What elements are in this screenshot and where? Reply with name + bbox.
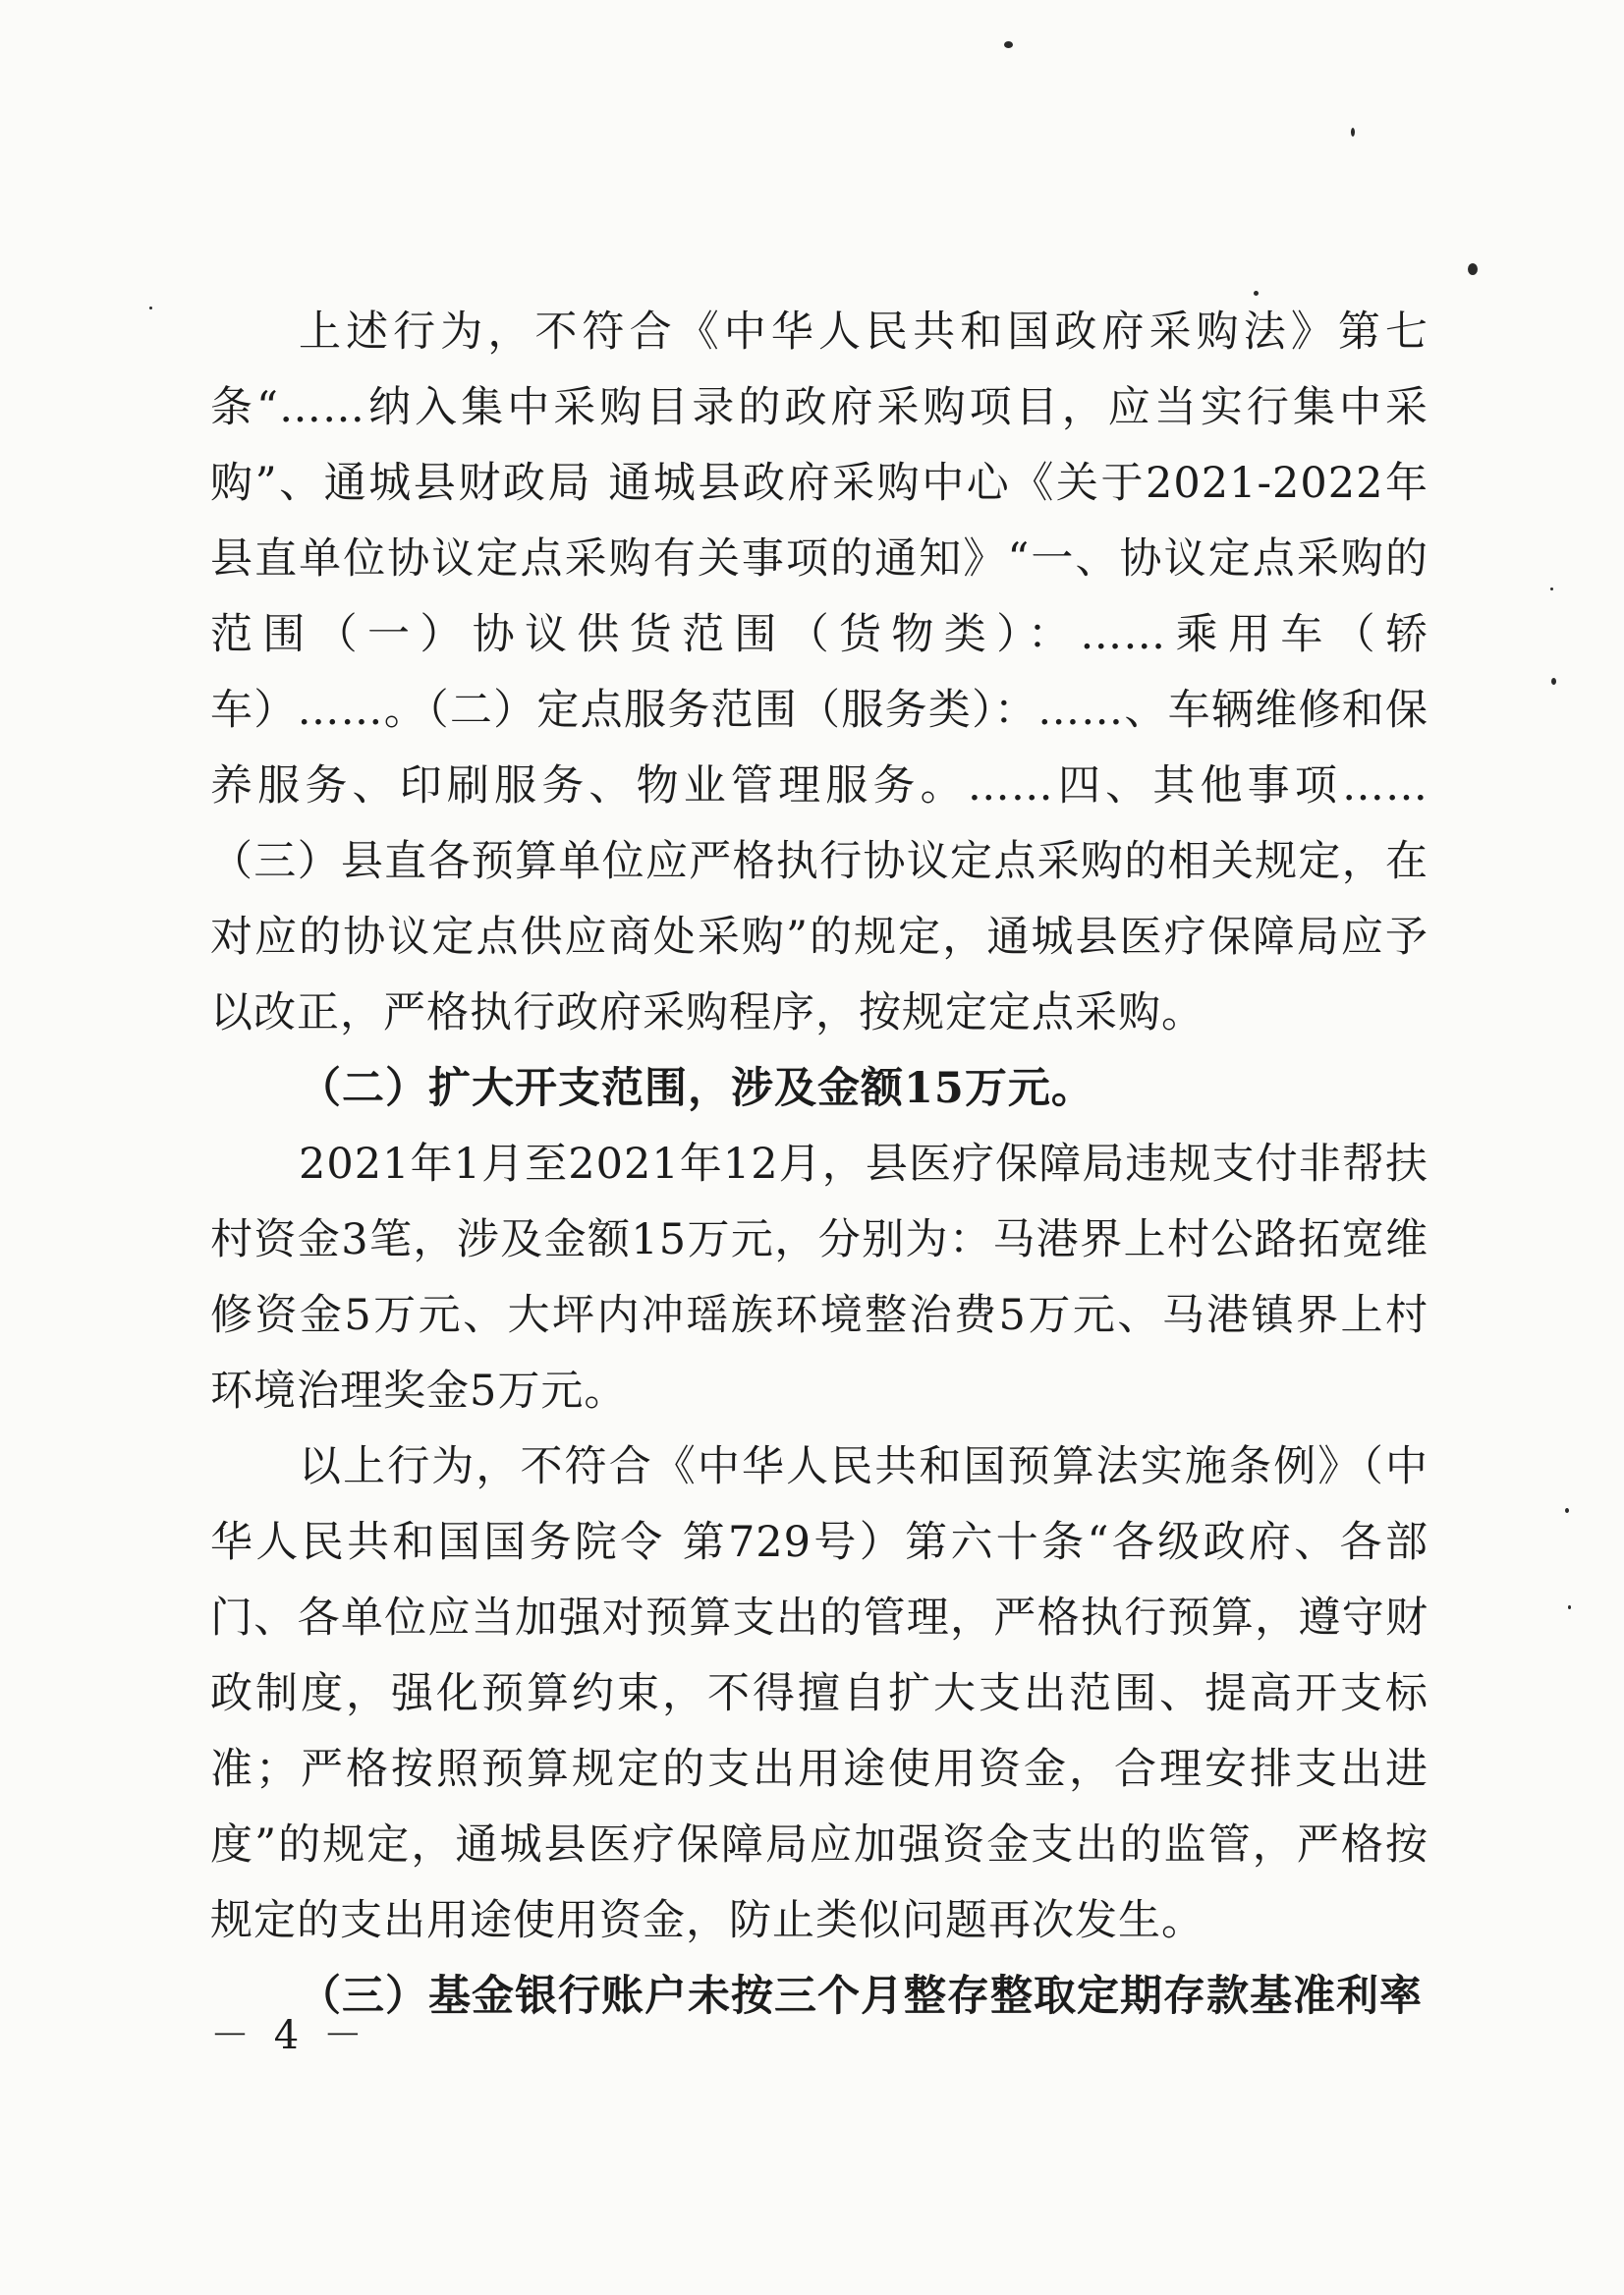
scan-speck — [149, 307, 152, 309]
document-body — [210, 295, 1428, 2035]
scan-speck — [1468, 263, 1478, 275]
section-heading-expanded-spending: （二）扩大开支范围，涉及金额15万元。 — [299, 1064, 1094, 1113]
scan-speck — [1004, 41, 1013, 48]
scan-speck — [1565, 1508, 1569, 1513]
section-heading-fund-bank-account: （三）基金银行账户未按三个月整存整取定期存款基准利率 — [299, 1972, 1423, 2021]
scan-speck — [1551, 678, 1556, 685]
page-number: － 4 － — [210, 2013, 368, 2058]
paragraph-expanded-spending-details: 2021年1月至2021年12月，县医疗保障局违规支付非帮扶村资金3笔，涉及金额15万元，分别为：马港界上村公路拓宽维修资金5万元、大坪内冲瑶族环境整治费5万元、马港镇界上村环境治理奖金5万元。 — [210, 1140, 1428, 1416]
scan-speck — [1550, 588, 1553, 590]
paragraph-procurement-violation: 上述行为，不符合《中华人民共和国政府采购法》第七条“……纳入集中采购目录的政府采购项目，应当实行集中采购”、通城县财政局 通城县政府采购中心《关于2021-2022年县直单位协议定点采购有关事项的通知》“一、协议定点采购的范围（一）协议供货范围（货物类）：……乘用车（轿车）……。（二）定点服务范围（服务类）：……、车辆维修和保养服务、印刷服务、物业管理服务。……四、其他事项……（三）县直各预算单位应严格执行协议定点采购的相关规定，在对应的协议定点供应商处采购”的规定，通城县医疗保障局应予以改正，严格执行政府采购程序，按规定定点采购。 — [210, 308, 1428, 1037]
scan-speck — [1351, 128, 1355, 137]
paragraph-budget-law-violation: 以上行为，不符合《中华人民共和国预算法实施条例》（中华人民共和国国务院令 第729号）第六十条“各级政府、各部门、各单位应当加强对预算支出的管理，严格执行预算，遵守财政制度，强化预算约束，不得擅自扩大支出范围、提高开支标准；严格按照预算规定的支出用途使用资金，合理安排支出进度”的规定，通城县医疗保障局应加强资金支出的监管，严格按规定的支出用途使用资金，防止类似问题再次发生。 — [210, 1442, 1428, 1945]
scan-speck — [1568, 1605, 1571, 1609]
